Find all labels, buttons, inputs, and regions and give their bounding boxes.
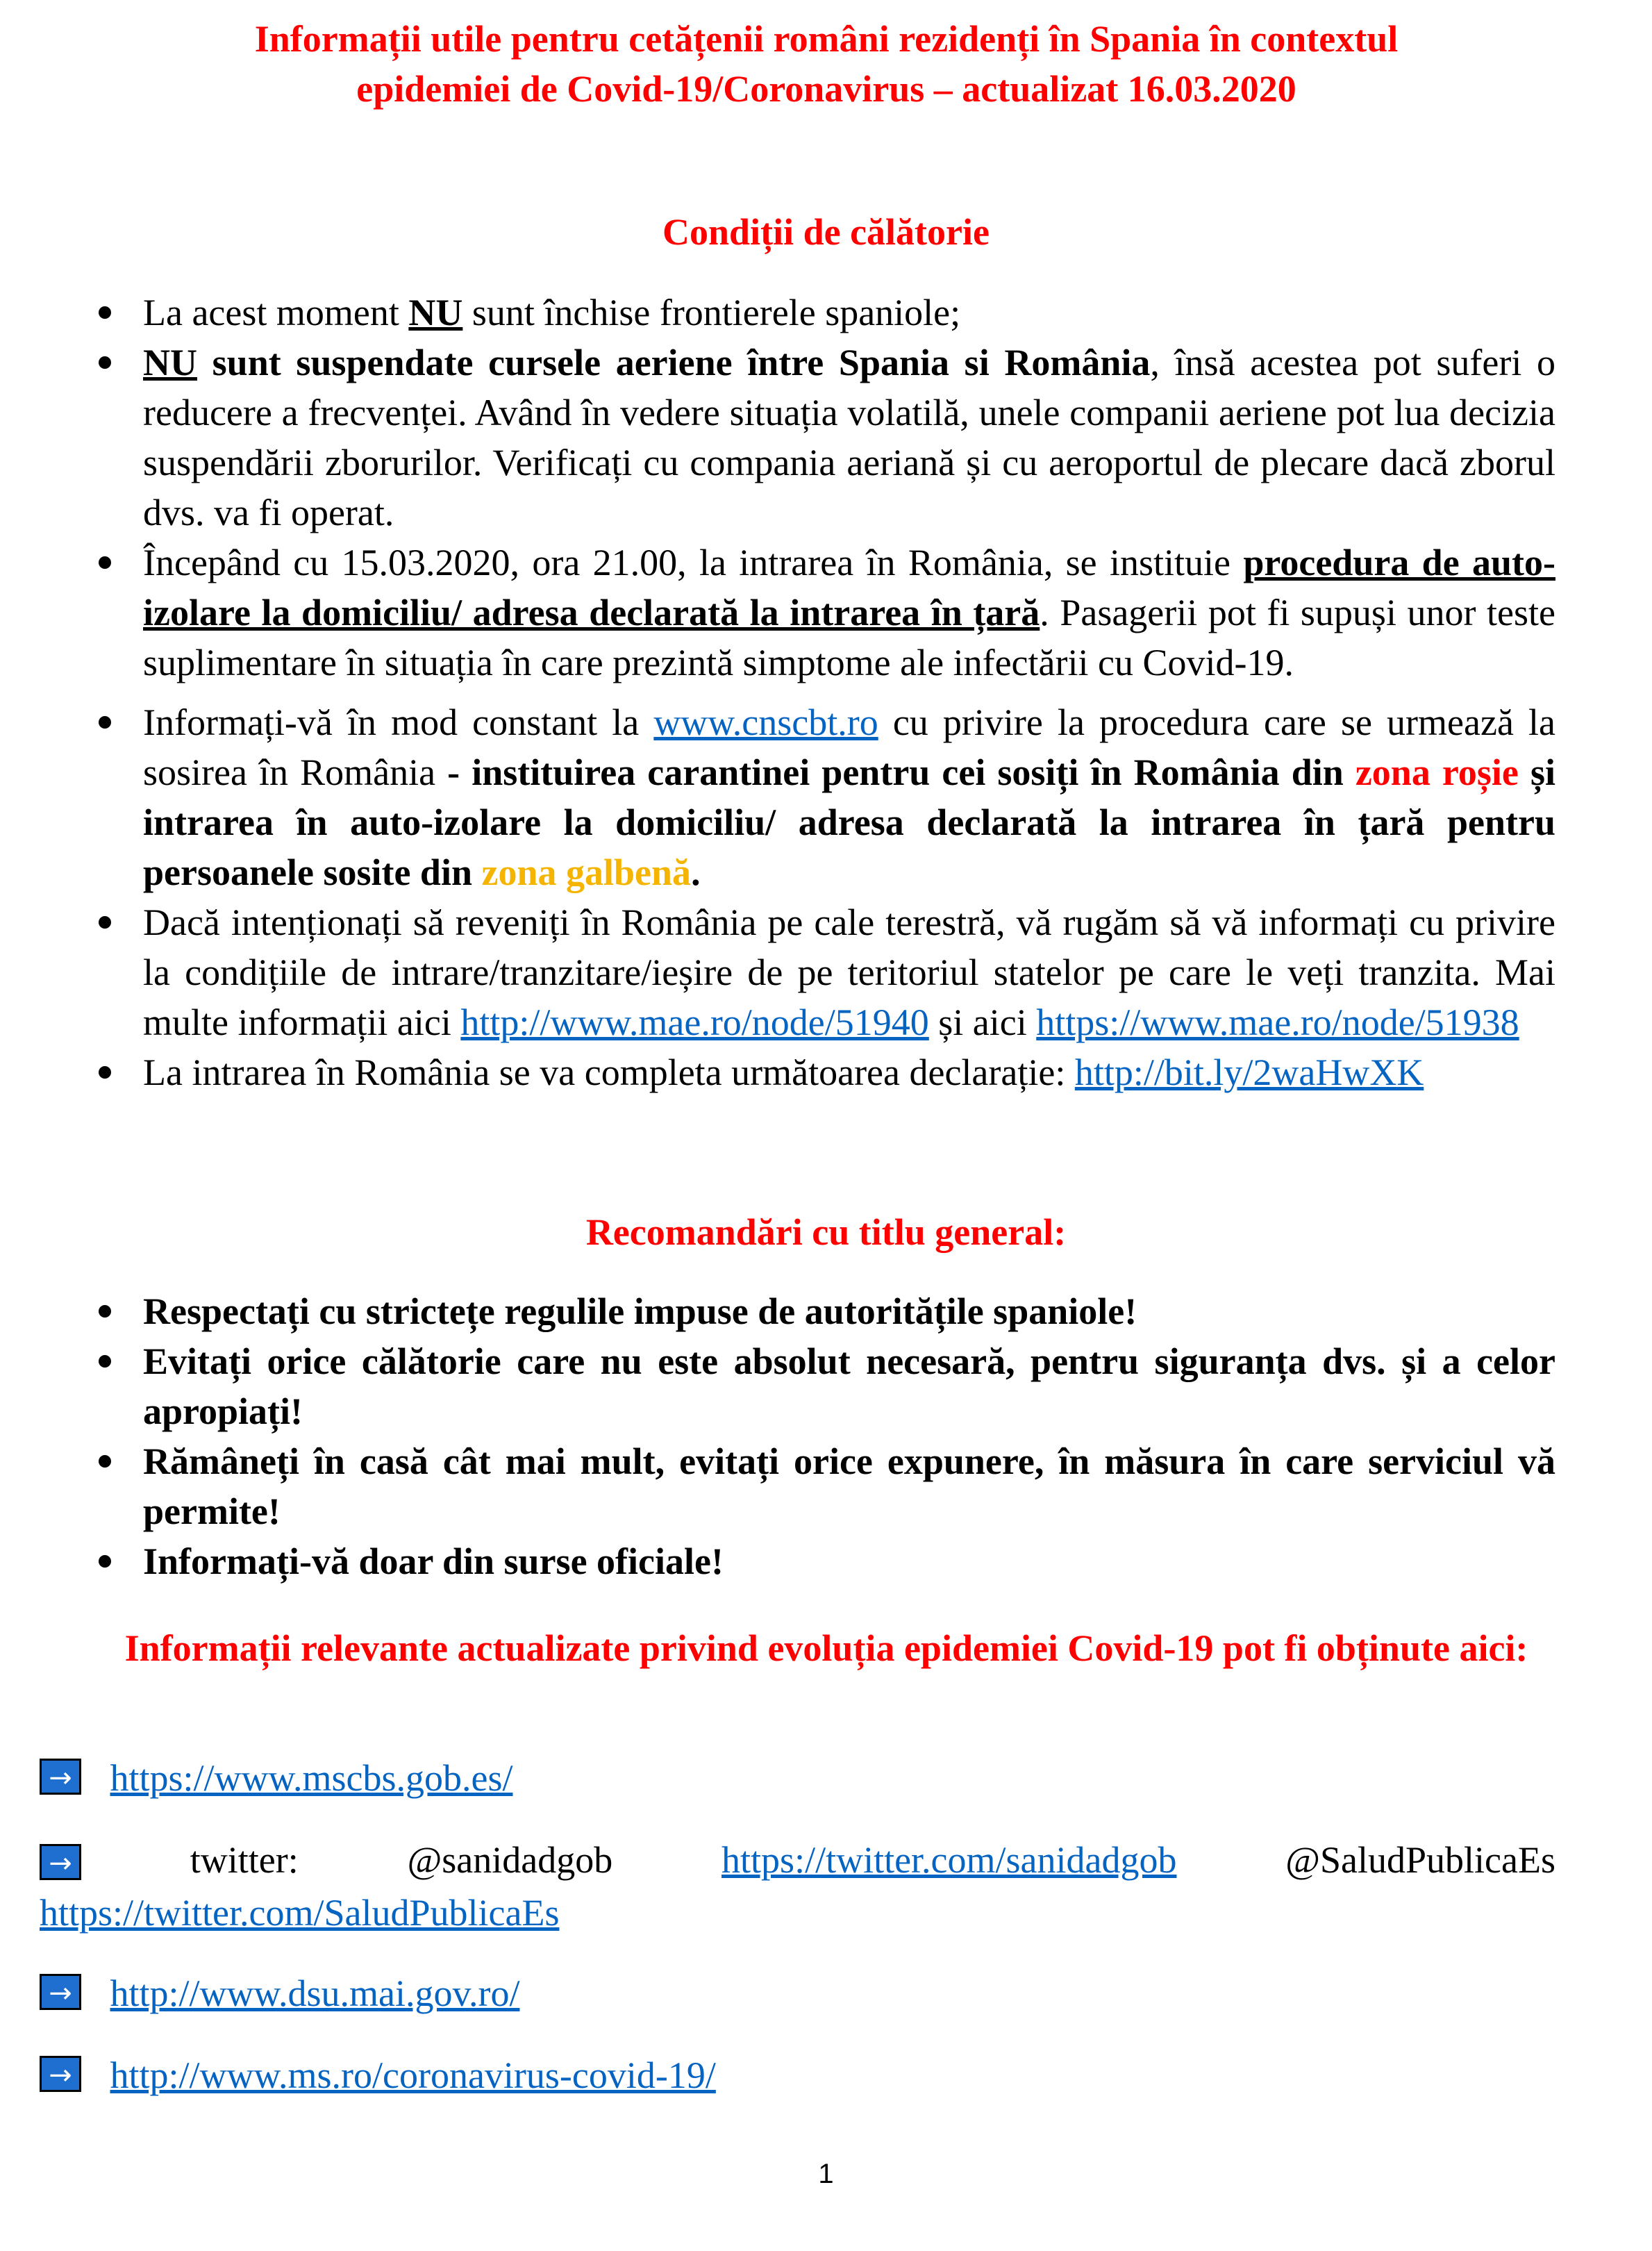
link-row-twitter [40,1834,1555,1939]
list-item: NU sunt suspendate cursele aeriene între Spania si România, însă acestea pot suferi o reducere a frecvenței. Având în vedere situația volatilă, unele companii aeriene pot lua decizia suspendării zborurilor. Verificați cu compania aeriană și cu aeroportul de plecare dacă zborul dvs. va fi operat. [143,338,1555,538]
bullet-icon [99,1305,111,1318]
ms-covid-link[interactable]: http://www.ms.ro/coronavirus-covid-19/ [110,2054,716,2096]
mae-link-51938[interactable]: https://www.mae.ro/node/51938 [1036,1002,1519,1043]
dsu-link[interactable]: http://www.dsu.mai.gov.ro/ [110,1972,520,2014]
list-item: Informați-vă doar din surse oficiale! [143,1536,1555,1586]
page-number: 1 [818,2159,834,2189]
nu-emphasis: NU [143,342,197,383]
title-line-1: Informații utile pentru cetățenii români rezidenți în Spania în contextul [254,18,1399,60]
mscbs-link[interactable]: https://www.mscbs.gob.es/ [110,1757,513,1799]
mae-link-51940[interactable]: http://www.mae.ro/node/51940 [460,1002,929,1043]
bullet-icon [99,306,111,319]
twitter-handle-sanidadgob: @sanidadgob [407,1839,613,1881]
bullet-icon [99,716,111,729]
list-item: La acest moment NU sunt închise frontierele spaniole; [143,288,1555,338]
declaration-link[interactable]: http://bit.ly/2waHwXK [1074,1052,1424,1093]
bullet-icon [99,1066,111,1079]
bullet-icon [99,916,111,929]
nu-emphasis: NU [408,292,463,333]
title-line-2: epidemiei de Covid-19/Coronavirus – actualizat 16.03.2020 [356,68,1296,110]
link-row-ms [40,2049,1555,2102]
cnscbt-link[interactable]: www.cnscbt.ro [653,701,878,743]
arrow-right-icon: → [40,1974,81,2010]
list-item: Rămâneți în casă cât mai mult, evitați orice expunere, în măsura în care serviciul vă permite! [143,1436,1555,1536]
relevant-heading: Informații relevante actualizate privind evoluția epidemiei Covid-19 pot fi obținute aici: [124,1627,1528,1669]
list-item: Informați-vă în mod constant la www.cnscbt.ro cu privire la procedura care se urmează la sosirea în România - instituirea carantinei pentru cei sosiți în România din zona roșie și intrarea în auto-izolare la domiciliu/ adresa declarată la intrarea în țară pentru persoanele sosite din zona galbenă. [143,697,1555,897]
link-row-dsu [40,1967,1555,2020]
yellow-zone-text: zona galbenă [481,852,692,893]
arrow-right-icon: → [40,2056,81,2092]
general-list [143,1286,1555,1586]
arrow-right-icon: → [40,1759,81,1795]
bullet-icon [99,556,111,569]
list-item: La intrarea în România se va completa următoarea declarație: http://bit.ly/2waHwXK [143,1047,1555,1097]
travel-heading: Condiții de călătorie [662,211,990,253]
list-item: Dacă intenționați să reveniți în România pe cale terestră, vă rugăm să vă informați cu privire la condițiile de intrare/tranzitare/ieșire de pe teritoriul statelor pe care le veți tranzita. Mai multe informații aici http://www.mae.ro/node/51940 și aici https://www.mae.ro/node/51938 [143,897,1555,1047]
document-title [139,14,1514,114]
travel-list [143,288,1555,1097]
twitter-link-saludpublica[interactable]: https://twitter.com/SaludPublicaEs [40,1892,560,1934]
twitter-link-sanidadgob[interactable]: https://twitter.com/sanidadgob [721,1839,1177,1881]
list-item: Începând cu 15.03.2020, ora 21.00, la intrarea în România, se instituie procedura de auto-izolare la domiciliu/ adresa declarată la intrarea în țară. Pasagerii pot fi supuși unor teste suplimentare în situația în care prezintă simptome ale infectării cu Covid-19. [143,538,1555,688]
red-zone-text: zona roșie [1355,751,1519,793]
bullet-icon [99,1555,111,1568]
bullet-icon [99,1355,111,1368]
twitter-label: twitter: [190,1839,299,1881]
general-heading: Recomandări cu titlu general: [585,1211,1067,1253]
arrow-right-icon: → [40,1844,81,1880]
list-item: Evitați orice călătorie care nu este absolut necesară, pentru siguranța dvs. și a celor apropiați! [143,1336,1555,1436]
twitter-handle-saludpublica: @SaludPublicaEs [1285,1839,1555,1881]
bullet-icon [99,1455,111,1468]
bullet-icon [99,356,111,369]
link-row-mscbs [40,1752,1555,1804]
list-item: Respectați cu strictețe regulile impuse de autoritățile spaniole! [143,1286,1555,1336]
